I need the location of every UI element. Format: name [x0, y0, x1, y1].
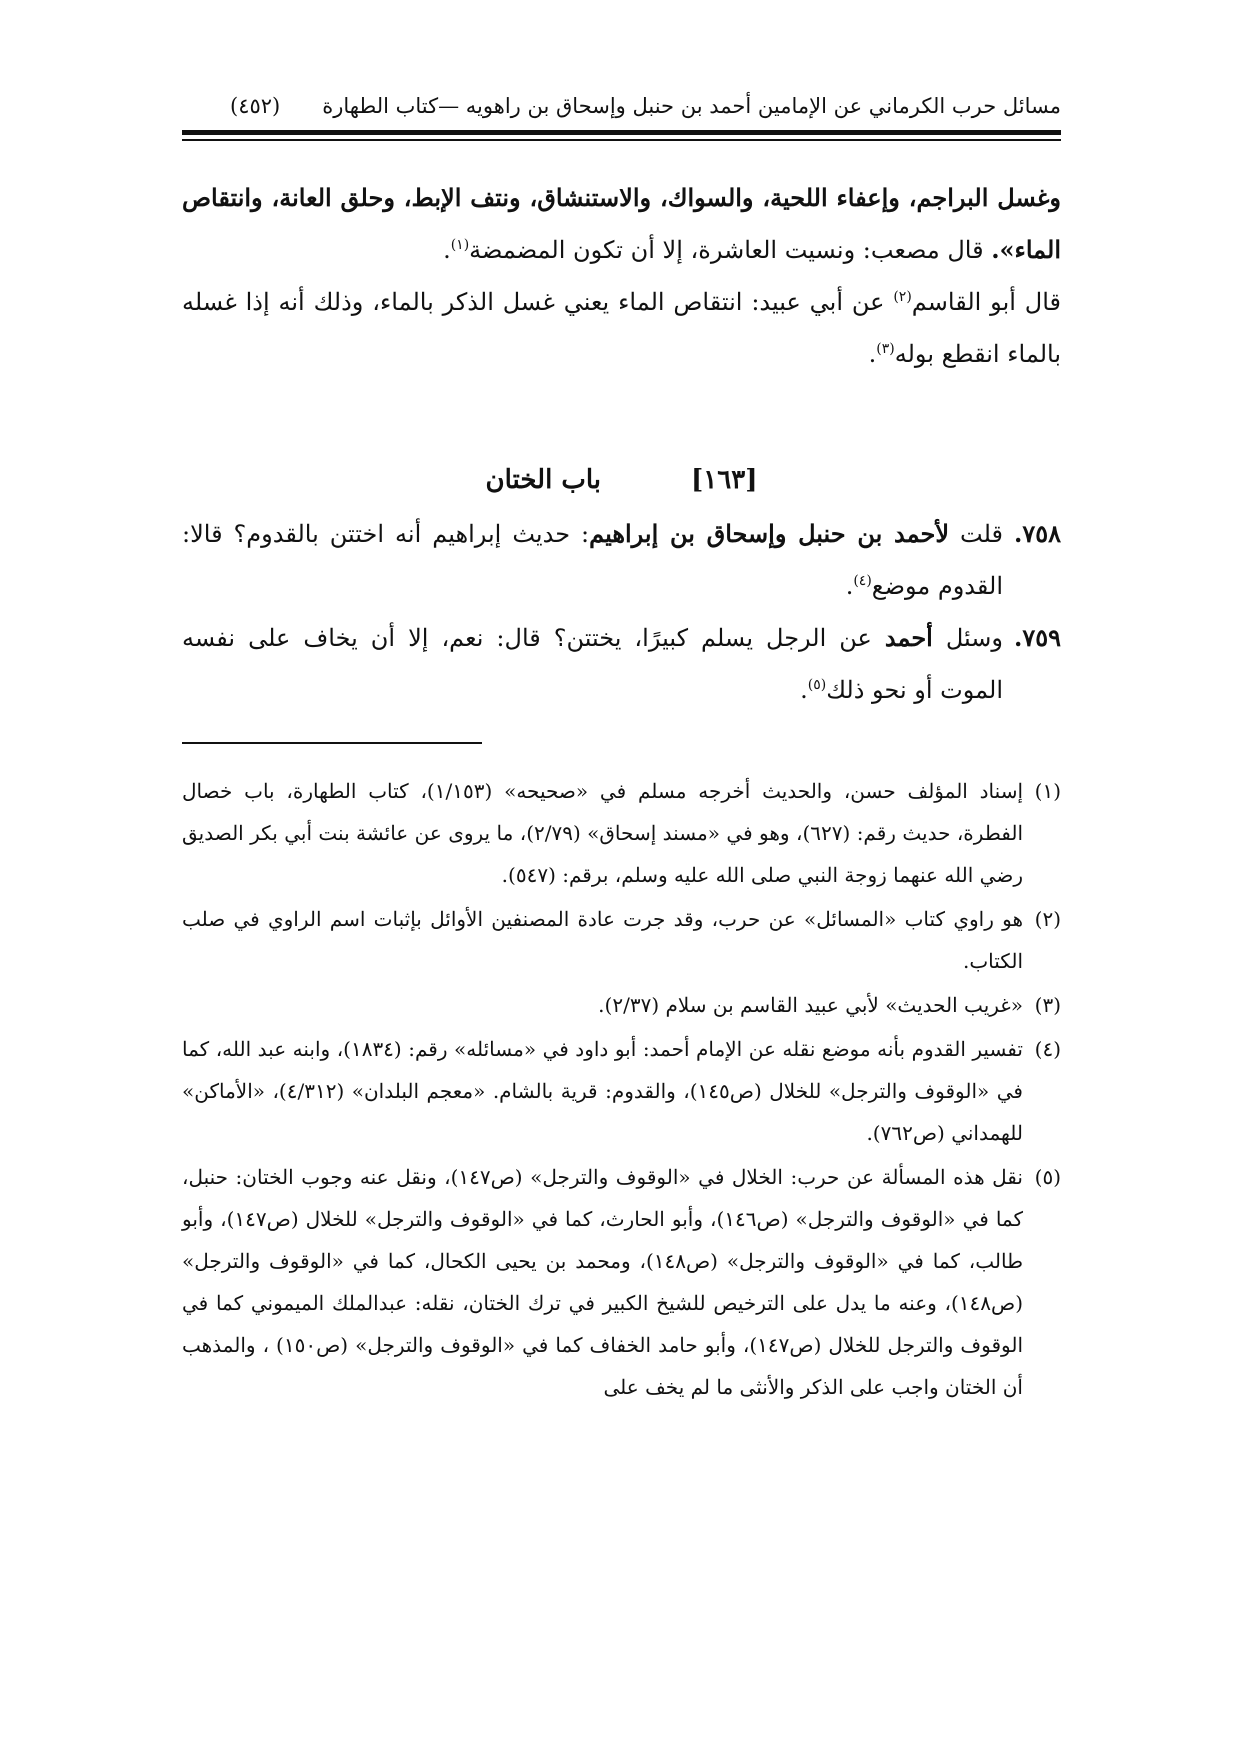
footnote-ref-1: (١): [450, 237, 470, 253]
header-rule-thick: [182, 130, 1061, 135]
footnote-text: نقل هذه المسألة عن حرب: الخلال في «الوقوف والترجل» (ص١٤٧)، ونقل عنه وجوب الختان: حنبل، كما في «الوقوف والترجل» (ص١٤٦)، وأبو الحارث، كما في «الوقوف والترجل» للخلال (ص١٤٧)، وأبو طالب، كما في «الوقوف والترجل» (ص١٤٨)، ومحمد بن يحيى الكحال، كما في «الوقوف والترجل» (ص١٤٨)، وعنه ما يدل على الترخيص للشيخ الكبير في ترك الختان، نقله: عبدالملك الميموني كما في الوقوف والترجل للخلال (ص١٤٧)، وأبو حامد الخفاف كما في «الوقوف والترجل» (ص١٥٠) ، والمذهب أن الختان واجب على الذكر والأنثى ما لم يخف على: [182, 1165, 1024, 1399]
running-header: [230, 88, 1061, 124]
entry-pre: وسئل: [932, 624, 1003, 652]
footnote-ref-3: (٣): [876, 341, 895, 357]
entry-bold-names: لأحمد بن حنبل وإسحاق بن إبراهيم: [589, 519, 950, 548]
abu-qasim-paragraph: [182, 276, 1061, 380]
footnote-ref-4: (٤): [853, 573, 872, 589]
footnote-text: هو راوي كتاب «المسائل» عن حرب، وقد جرت عادة المصنفين الأوائل بإثبات اسم الراوي في صلب الكتاب.: [182, 907, 1023, 973]
abu-qasim-text: قال أبو القاسم: [911, 288, 1061, 316]
footnote-3: [182, 984, 1061, 1026]
entry-text: عن الرجل يسلم كبيرًا، يختتن؟ قال: نعم، إلا أن يخاف على نفسه الموت أو نحو ذلك: [182, 624, 1003, 704]
footnote-number: (٢): [1034, 907, 1061, 931]
hadith-text-bold: وغسل البراجم، وإعفاء اللحية، والسواك، والاستنشاق، ونتف الإبط، وحلق العانة، وانتقاص الماء».: [182, 183, 1061, 264]
footnote-ref-5: (٥): [807, 677, 827, 693]
footnote-ref-2: (٢): [893, 289, 912, 305]
footnote-number: (٥): [1034, 1165, 1061, 1189]
entry-number: ٧٥٨.: [1013, 519, 1061, 548]
footnote-number: (٣): [1034, 993, 1061, 1017]
footnote-2: [182, 898, 1061, 982]
abu-ubaid-end: .: [868, 340, 877, 368]
header-rule-thin: [182, 139, 1061, 141]
running-title: مسائل حرب الكرماني عن الإمامين أحمد بن حنبل وإسحاق بن راهويه —كتاب الطهارة: [322, 94, 1061, 118]
entry-end: .: [800, 676, 808, 704]
page-body: [182, 172, 1061, 1410]
abu-ubaid-text: عن أبي عبيد: انتقاص الماء يعني غسل الذكر بالماء، وذلك أنه إذا غسله بالماء انقطع بوله: [182, 288, 1061, 368]
entry-bold-names: أحمد: [884, 623, 933, 652]
footnote-1: [182, 770, 1061, 896]
footnote-text: «غريب الحديث» لأبي عبيد القاسم بن سلام (٢/٣٧).: [598, 993, 1023, 1017]
footnote-5: [182, 1156, 1061, 1408]
footnote-text: تفسير القدوم بأنه موضع نقله عن الإمام أحمد: أبو داود في «مسائله» رقم: (١٨٣٤)، وابنه عبد الله، كما في «الوقوف والترجل» للخلال (ص١٤٥)، والقدوم: قرية بالشام. «معجم البلدان» (٤/٣١٢)، «الأماكن» للهمداني (ص٧٦٢).: [182, 1037, 1023, 1145]
masala-entry-759: [182, 612, 1061, 716]
entry-end: .: [845, 572, 854, 600]
footnotes: [182, 770, 1061, 1408]
section-number: [١٦٣]: [690, 465, 758, 495]
page-number: (٤٥٢): [230, 94, 281, 118]
footnote-number: (١): [1034, 779, 1061, 803]
intro-text-1: قال مصعب: ونسيت العاشرة، إلا أن تكون المضمضة: [469, 236, 992, 264]
footnote-number: (٤): [1034, 1037, 1061, 1061]
footnote-text: إسناد المؤلف حسن، والحديث أخرجه مسلم في «صحيحه» (١/١٥٣)، كتاب الطهارة، باب خصال الفطرة، حديث رقم: (٦٢٧)، وهو في «مسند إسحاق» (٢/٧٩)، ما يروى عن عائشة بنت أبي بكر الصديق رضي الله عنهما زوجة النبي صلى الله عليه وسلم، برقم: (٥٤٧).: [182, 779, 1024, 887]
section-heading: [182, 452, 1061, 508]
footnote-4: [182, 1028, 1061, 1154]
intro-paragraph: [182, 172, 1061, 276]
footnote-separator: [182, 742, 482, 744]
section-title: باب الختان: [485, 465, 601, 495]
entry-text: : حديث إبراهيم أنه اختتن بالقدوم؟ قالا: القدوم موضع: [182, 520, 1003, 600]
entry-number: ٧٥٩.: [1013, 623, 1061, 652]
masala-entry-758: [182, 508, 1061, 612]
entry-pre: قلت: [949, 520, 1003, 548]
intro-end-1: .: [443, 236, 451, 264]
